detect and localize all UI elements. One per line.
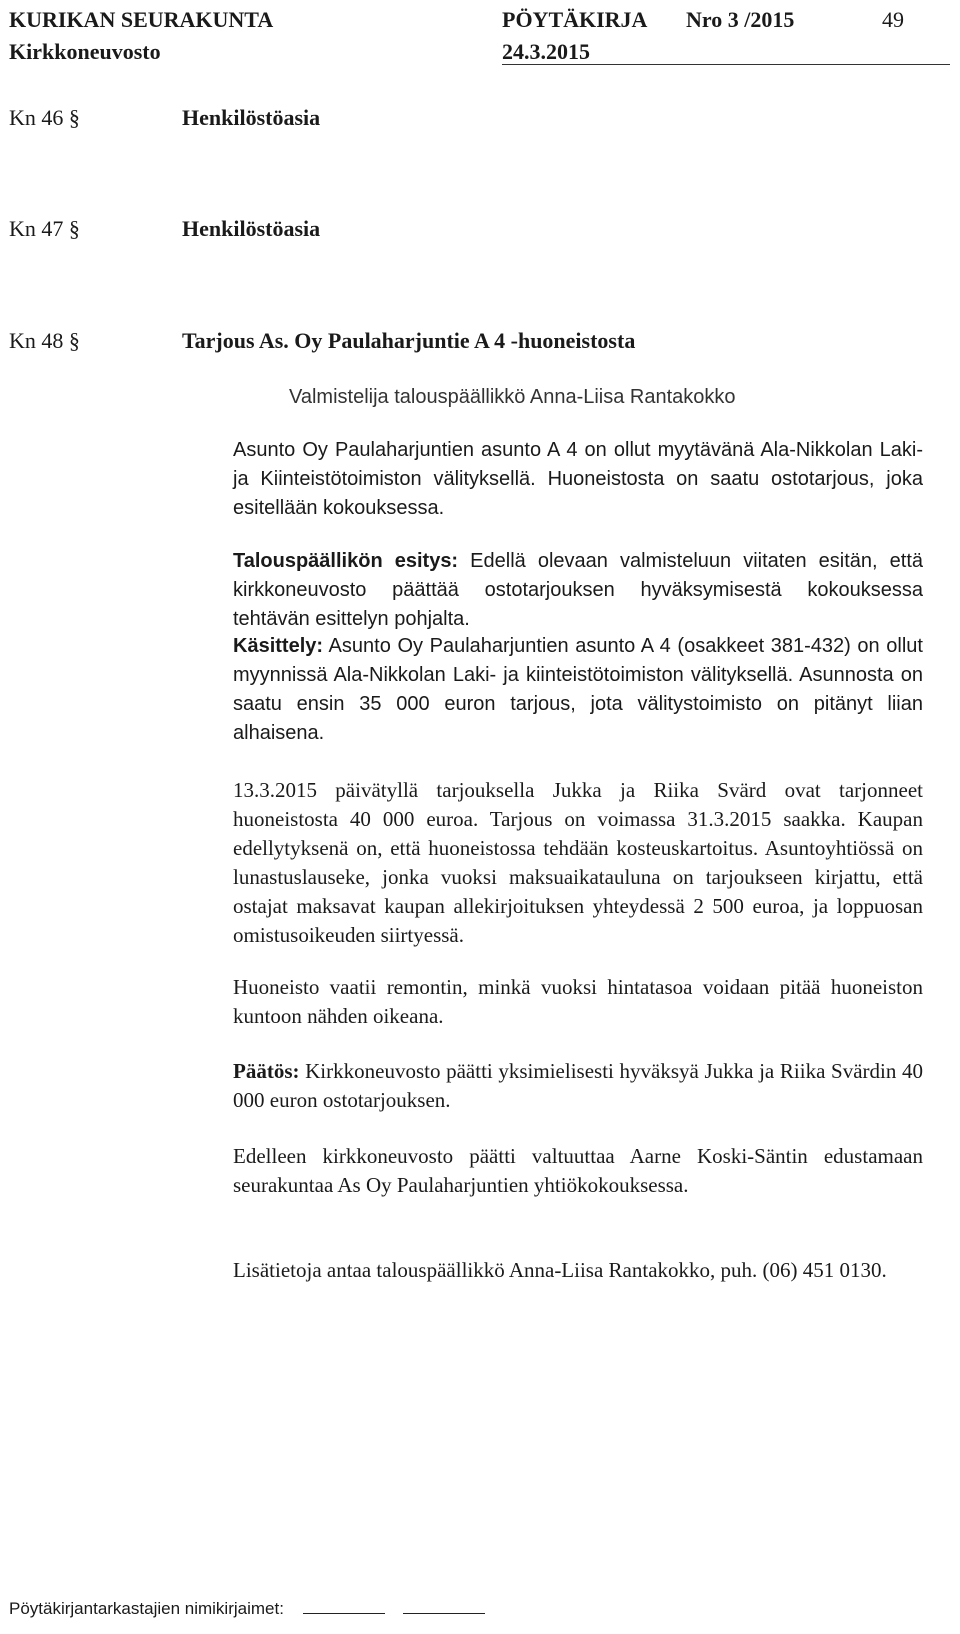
item-number: Kn 48 §: [9, 328, 80, 353]
item-title: Henkilöstöasia: [182, 216, 321, 241]
handling-label: Käsittely:: [233, 635, 324, 657]
footer-label: Pöytäkirjantarkastajien nimikirjaimet:: [9, 1599, 284, 1618]
header-row-1: [9, 4, 949, 36]
paragraph-renovation: Huoneisto vaatii remontin, minkä vuoksi hintatasoa voidaan pitää huoneiston kuntoon nähden oikeana.: [233, 975, 923, 1028]
paragraph-decision: [233, 1057, 923, 1115]
item-number: Kn 46 §: [9, 105, 80, 130]
paragraph-handling: [233, 632, 923, 748]
decision-text: Kirkkoneuvosto päätti yksimielisesti hyväksyä Jukka ja Riika Svärdin 40 000 euron ostotarjouksen.: [233, 1059, 923, 1112]
document-header: [9, 4, 949, 68]
paragraph-proposal: [233, 547, 923, 634]
decision-label: Päätös:: [233, 1059, 300, 1083]
initials-line-2: [403, 1601, 485, 1614]
doc-number: Nro 3 /2015: [686, 7, 795, 32]
meeting-date: 24.3.2015: [502, 39, 590, 64]
paragraph-background: Asunto Oy Paulaharjuntien asunto A 4 on ollut myytävänä Ala-Nikkolan Laki- ja Kiinteistötoimiston välityksellä. Huoneistosta on saatu ostotarjous, joka esitellään kokouksessa.: [233, 439, 923, 519]
doc-type: PÖYTÄKIRJA: [502, 7, 648, 32]
proposal-label: Talouspäällikön esitys:: [233, 550, 459, 572]
item-title: Tarjous As. Oy Paulaharjuntie A 4 -huoneistosta: [182, 328, 636, 353]
item-number: Kn 47 §: [9, 216, 80, 241]
proposal-text: Edellä olevaan valmisteluun viitaten esitän, että kirkkoneuvosto päättää ostotarjouksen hyväksymisestä kokouksessa tehtävän esittelyn pohjalta.: [233, 550, 924, 630]
item-title: Henkilöstöasia: [182, 105, 321, 130]
meeting-body: Kirkkoneuvosto: [9, 39, 161, 64]
handling-text: Asunto Oy Paulaharjuntien asunto A 4 (osakkeet 381-432) on ollut myynnissä Ala-Nikkolan Laki- ja kiinteistötoimiston välityksellä. Asunnosta on saatu ensin 35 000 euron tarjous, jota välitystoimisto on pitänyt liian alhaisena.: [233, 635, 923, 744]
initials-line-1: [303, 1601, 385, 1614]
org-name: KURIKAN SEURAKUNTA: [9, 7, 274, 32]
paragraph-offer: 13.3.2015 päivätyllä tarjouksella Jukka ja Riika Svärd ovat tarjonneet huoneistosta 40 000 euroa. Tarjous on voimassa 31.3.2015 saakka. Kaupan edellytyksenä on, että huoneistossa tehdään kosteuskartoitus. Asuntoyhtiössä on lunastuslauseke, jonka vuoksi maksuaikatauluna on tarjoukseen kirjattu, että ostajat maksavat kaupan allekirjoituksen yhteydessä 2 500 euroa, ja loppuosan omistusoikeuden siirtyessä.: [233, 778, 923, 947]
page-number: 49: [882, 7, 904, 32]
header-rule: [502, 64, 950, 65]
paragraph-contact: Lisätietoja antaa talouspäällikkö Anna-Liisa Rantakokko, puh. (06) 451 0130.: [233, 1258, 887, 1282]
paragraph-authorization: Edelleen kirkkoneuvosto päätti valtuuttaa Aarne Koski-Säntin edustamaan seurakuntaa As Oy Paulaharjuntien yhtiökokouksessa.: [233, 1144, 923, 1197]
footer-initials: [9, 1599, 485, 1619]
preparer-line: Valmistelija talouspäällikkö Anna-Liisa Rantakokko: [289, 386, 736, 408]
